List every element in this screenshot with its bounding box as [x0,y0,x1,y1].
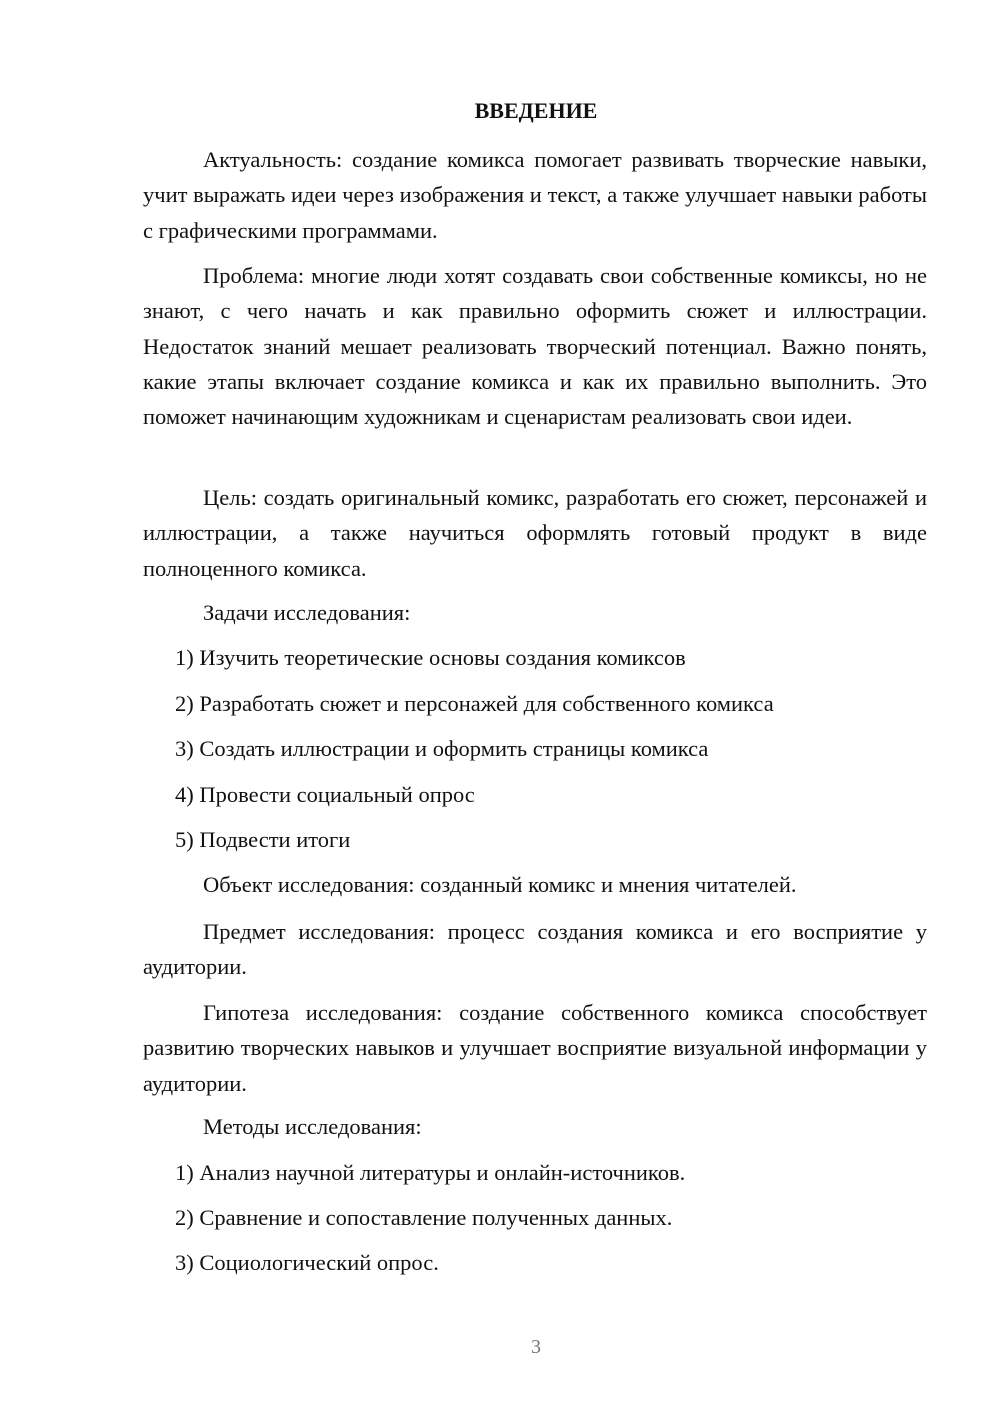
paragraph-object: Объект исследования: созданный комикс и мнения читателей. [203,872,797,897]
task-item-3: 3) Создать иллюстрации и оформить страницы комикса [175,736,709,761]
paragraph-goal: Цель: создать оригинальный комикс, разработать его сюжет, персонажей и иллюстрации, а также научиться оформлять готовый продукт в виде полноценного комикса. [143,485,927,581]
paragraph-hypothesis: Гипотеза исследования: создание собственного комикса способствует развитию творческих навыков и улучшает восприятие визуальной информации у аудитории. [143,1000,927,1096]
paragraph-relevance: Актуальность: создание комикса помогает развивать творческие навыки, учит выражать идеи через изображения и текст, а также улучшает навыки работы с графическими программами. [143,147,927,243]
paragraph-subject: Предмет исследования: процесс создания комикса и его восприятие у аудитории. [143,919,927,980]
method-item-3: 3) Социологический опрос. [175,1250,439,1275]
task-item-4: 4) Провести социальный опрос [175,782,475,807]
method-item-1: 1) Анализ научной литературы и онлайн-источников. [175,1160,686,1185]
section-heading [0,96,1000,126]
page-number: 3 [531,1336,541,1358]
methods-title: Методы исследования: [203,1114,422,1139]
method-item-2: 2) Сравнение и сопоставление полученных данных. [175,1205,673,1230]
task-item-1: 1) Изучить теоретические основы создания комиксов [175,645,686,670]
task-item-5: 5) Подвести итоги [175,827,351,852]
task-item-2: 2) Разработать сюжет и персонажей для собственного комикса [175,691,774,716]
section-heading-text: ВВЕДЕНИЕ [474,98,598,123]
tasks-title: Задачи исследования: [203,600,411,625]
paragraph-problem: Проблема: многие люди хотят создавать свои собственные комиксы, но не знают, с чего начать и как правильно оформить сюжет и иллюстрации. Недостаток знаний мешает реализовать творческий потенциал. Важно понять, какие этапы включает создание комикса и как их правильно выполнить. Это поможет начинающим художникам и сценаристам реализовать свои идеи. [143,263,927,430]
